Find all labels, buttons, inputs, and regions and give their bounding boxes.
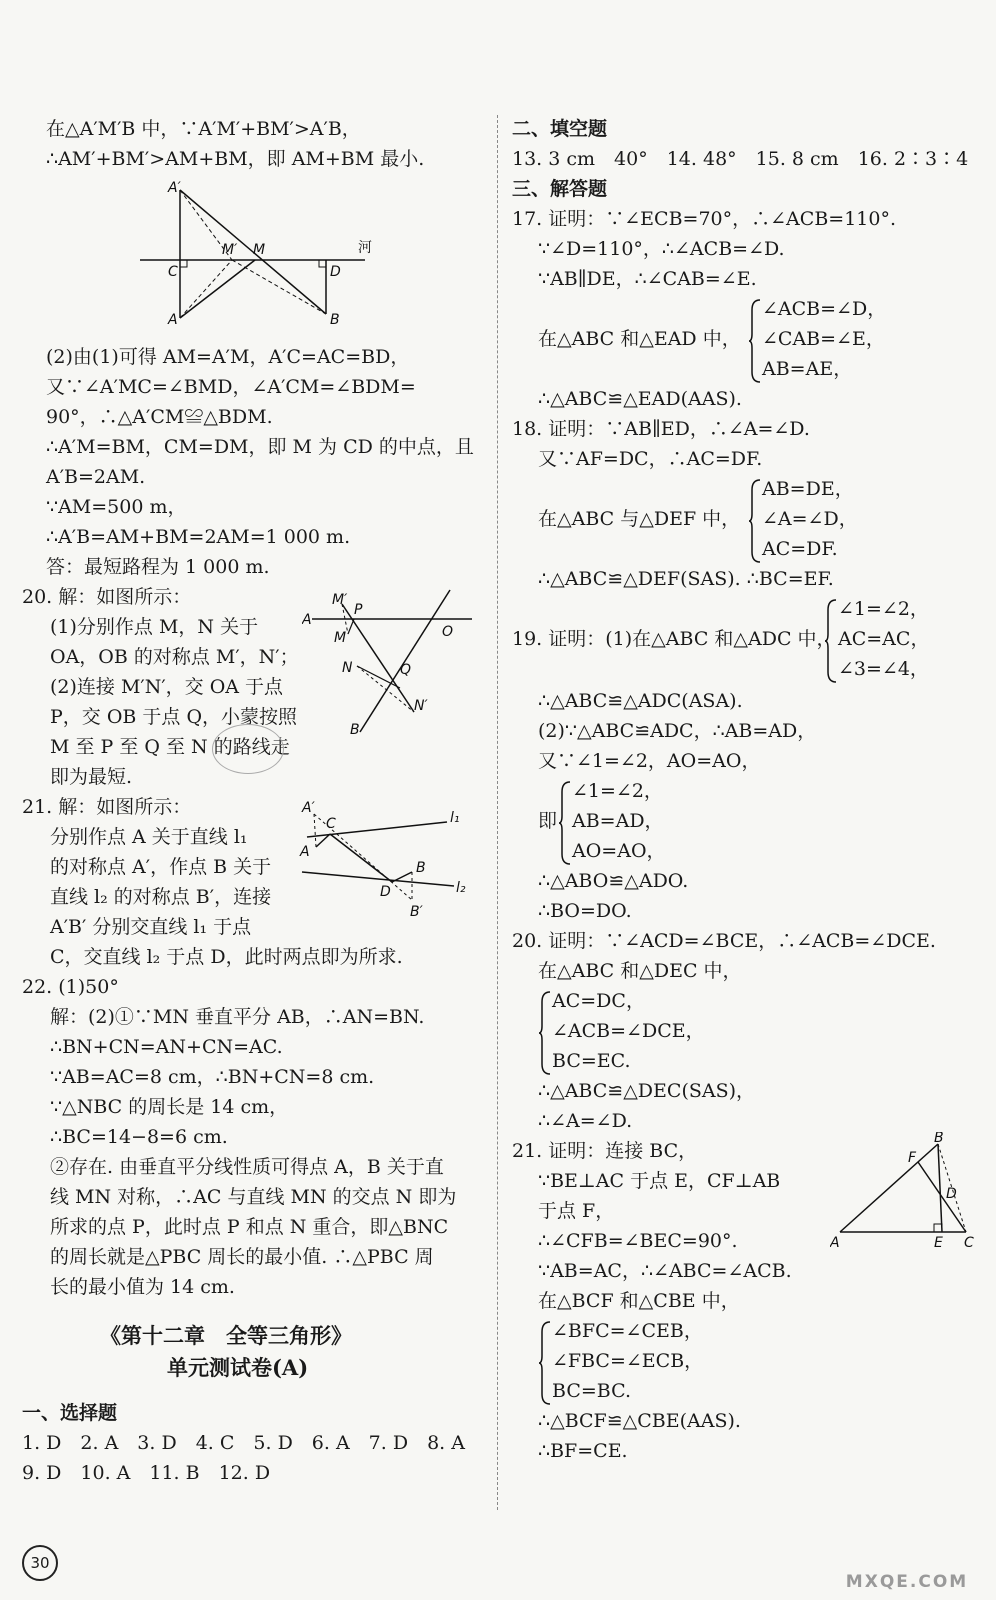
label-m: M	[253, 242, 266, 258]
text-line: 在△A′M′B 中，∵A′M′+BM′>A′B，	[46, 118, 361, 140]
choice-answers-row1: 1. D 2. A 3. D 4. C 5. D 6. A 7. D 8. A	[22, 1432, 465, 1454]
condition: ∠CAB=∠E，	[762, 328, 885, 350]
conclusion: ∴△ABC≌△DEF(SAS). ∴BC=EF.	[538, 568, 834, 590]
text-line: P，交 OB 于点 Q，小蒙按照	[50, 706, 298, 728]
condition: AB=DE，	[762, 478, 854, 500]
text-line: A′B=2AM.	[46, 466, 146, 488]
text-line: ∴BN+CN=AN+CN=AC.	[50, 1036, 283, 1058]
conclusion: ∴△ABO≌△ADO.	[538, 870, 689, 892]
brace	[748, 478, 762, 564]
label-d: D	[380, 884, 391, 900]
river-figure	[140, 178, 380, 328]
label-n-prime: N′	[414, 698, 428, 714]
conclusion: ∴△ABC≌△DEC(SAS)，	[538, 1080, 756, 1102]
text-line: ∵∠D=110°，∴∠ACB=∠D.	[538, 238, 785, 260]
conclusion: ∴BO=DO.	[538, 900, 632, 922]
text-line: ∵AB=AC=8 cm，∴BN+CN=8 cm.	[50, 1066, 375, 1088]
condition: ∠A=∠D，	[762, 508, 858, 530]
condition: ∠ACB=∠DCE，	[552, 1020, 705, 1042]
label-e: E	[934, 1235, 943, 1251]
text-line: 即为最短.	[50, 766, 133, 788]
condition: AO=AO，	[572, 840, 666, 862]
condition: ∠3=∠4，	[838, 658, 929, 680]
label-c: C	[964, 1235, 974, 1251]
text-line: 所求的点 P，此时点 P 和点 N 重合，即△BNC	[50, 1216, 449, 1238]
condition: AB=AE，	[762, 358, 853, 380]
text-line: (1)分别作点 M，N 关于	[50, 616, 259, 638]
text-line: ∵BE⊥AC 于点 E，CF⊥AB	[538, 1170, 781, 1192]
text-line: M 至 P 至 Q 至 N 的路线走	[50, 736, 290, 758]
condition: ∠BFC=∠CEB，	[552, 1320, 703, 1342]
question-19: 19. 证明：(1)在△ABC 和△ADC 中，	[512, 628, 836, 650]
text-line: ∴AM′+BM′>AM+BM，即 AM+BM 最小.	[46, 148, 425, 170]
text-line: OA，OB 的对称点 M′，N′；	[50, 646, 299, 668]
label-n: N	[342, 660, 353, 676]
text-line: 又∵AF=DC，∴AC=DF.	[538, 448, 763, 470]
label-a-prime: A′	[302, 800, 315, 816]
text-line: A′B′ 分别交直线 l₁ 于点	[50, 916, 252, 938]
label-b-prime: B′	[410, 904, 423, 920]
text-line: 又∵∠A′MC=∠BMD，∠A′CM=∠BDM=	[46, 376, 416, 398]
conclusion: ∴∠A=∠D.	[538, 1110, 633, 1132]
label-b: B	[330, 312, 340, 328]
text-line: 的周长就是△PBC 周长的最小值. ∴△PBC 周	[50, 1246, 434, 1268]
text-line: ∵AB∥DE，∴∠CAB=∠E.	[538, 268, 757, 290]
text-line: ∵AM=500 m，	[46, 496, 187, 518]
label-m-prime: M′	[222, 242, 238, 258]
text-line: C，交直线 l₂ 于点 D，此时两点即为所求.	[50, 946, 403, 968]
text-line: ∴A′B=AM+BM=2AM=1 000 m.	[46, 526, 351, 548]
text-line: 又∵∠1=∠2，AO=AO，	[538, 750, 761, 772]
column-divider	[497, 115, 498, 1510]
question-21-proof: 21. 证明：连接 BC，	[512, 1140, 698, 1162]
question-22: 22. (1)50°	[22, 976, 119, 998]
condition: ∠1=∠2，	[838, 598, 929, 620]
condition: AC=DC，	[552, 990, 645, 1012]
section-fill: 二、填空题	[512, 118, 608, 140]
conclusion: ∴△ABC≌△EAD(AAS).	[538, 388, 742, 410]
label-d: D	[330, 264, 341, 280]
text-line: 答：最短路程为 1 000 m.	[46, 556, 270, 578]
label-d: D	[946, 1186, 957, 1202]
condition: ∠FBC=∠ECB，	[552, 1350, 704, 1372]
condition: BC=BC.	[552, 1380, 631, 1402]
conclusion: ∴BF=CE.	[538, 1440, 628, 1462]
label-q: Q	[400, 662, 412, 678]
text-line: 直线 l₂ 的对称点 B′，连接	[50, 886, 272, 908]
brace	[538, 990, 552, 1076]
label-river: 河	[358, 240, 372, 256]
label-c: C	[168, 264, 178, 280]
fill-answers: 13. 3 cm 40° 14. 48° 15. 8 cm 16. 2∶3∶4	[512, 148, 969, 170]
text-line: 于点 F，	[538, 1200, 615, 1222]
text-line: ②存在. 由垂直平分线性质可得点 A，B 关于直	[50, 1156, 444, 1178]
text-line: (2)∵△ABC≌ADC，∴AB=AD，	[538, 720, 817, 742]
triangle-figure-q21	[830, 1132, 980, 1252]
page-number: 30	[22, 1545, 58, 1581]
brace	[748, 298, 762, 384]
label-l1: l₁	[450, 810, 460, 826]
condition: AB=AD，	[572, 810, 664, 832]
condition: ∠1=∠2，	[572, 780, 663, 802]
text-line: (2)由(1)可得 AM=A′M，A′C=AC=BD，	[46, 346, 410, 368]
chapter-title: 《第十二章 全等三角形》	[100, 1323, 352, 1348]
question-20-proof: 20. 证明：∵∠ACD=∠BCE，∴∠ACB=∠DCE.	[512, 930, 936, 952]
watermark-logo: MXQE.COM	[845, 1572, 969, 1592]
text-line: 分别作点 A 关于直线 l₁	[50, 826, 248, 848]
conclusion: ∴△BCF≌△CBE(AAS).	[538, 1410, 741, 1432]
text-line: 长的最小值为 14 cm.	[50, 1276, 235, 1298]
text-line: 解：(2)①∵MN 垂直平分 AB，∴AN=BN.	[50, 1006, 425, 1028]
text-line: ∵△NBC 的周长是 14 cm，	[50, 1096, 289, 1118]
lines-figure-q21	[292, 792, 472, 922]
label-a: A	[830, 1235, 840, 1251]
text-line: 的对称点 A′，作点 B 关于	[50, 856, 272, 878]
label-b: B	[350, 722, 360, 737]
text-line: 在△ABC 和△EAD 中，	[538, 328, 741, 350]
text-line: 即	[538, 810, 558, 832]
label-a: A	[300, 844, 310, 860]
faded-stamp	[212, 724, 284, 774]
section-solve: 三、解答题	[512, 178, 608, 200]
text-line: 在△ABC 与△DEF 中，	[538, 508, 741, 530]
text-line: ∴∠CFB=∠BEC=90°.	[538, 1230, 738, 1252]
label-b: B	[934, 1132, 944, 1146]
chapter-subtitle: 单元测试卷(A)	[167, 1355, 309, 1380]
text-line: 在△BCF 和△CBE 中，	[538, 1290, 740, 1312]
label-l2: l₂	[456, 880, 466, 896]
brace	[558, 780, 572, 866]
condition: ∠ACB=∠D，	[762, 298, 887, 320]
text-line: ∴BC=14−8=6 cm.	[50, 1126, 228, 1148]
question-17: 17. 证明：∵∠ECB=70°，∴∠ACB=110°.	[512, 208, 897, 230]
question-20: 20. 解：如图所示：	[22, 586, 192, 608]
conclusion: ∴△ABC≌△ADC(ASA).	[538, 690, 743, 712]
text-line: 线 MN 对称，∴AC 与直线 MN 的交点 N 即为	[50, 1186, 457, 1208]
label-m-prime: M′	[332, 592, 348, 608]
label-f: F	[908, 1150, 917, 1166]
text-line: (2)连接 M′N′，交 OA 于点	[50, 676, 284, 698]
condition: BC=EC.	[552, 1050, 631, 1072]
question-18: 18. 证明：∵AB∥ED，∴∠A=∠D.	[512, 418, 810, 440]
label-p: P	[354, 602, 363, 618]
label-a: A	[302, 612, 312, 628]
section-choice: 一、选择题	[22, 1402, 118, 1424]
text-line: 在△ABC 和△DEC 中，	[538, 960, 742, 982]
label-a-prime: A′	[168, 180, 181, 196]
label-o: O	[442, 624, 454, 640]
choice-answers-row2: 9. D 10. A 11. B 12. D	[22, 1462, 271, 1484]
label-c: C	[326, 816, 336, 832]
condition: AC=DF.	[762, 538, 838, 560]
text-line: ∵AB=AC，∴∠ABC=∠ACB.	[538, 1260, 792, 1282]
text-line: 90°，∴△A′CM≌△BDM.	[46, 406, 273, 428]
label-b: B	[416, 860, 426, 876]
brace	[824, 598, 838, 684]
label-m: M	[334, 630, 347, 646]
question-21: 21. 解：如图所示：	[22, 796, 192, 818]
text-line: ∴A′M=BM，CM=DM，即 M 为 CD 的中点，且	[46, 436, 474, 458]
condition: AC=AC，	[838, 628, 930, 650]
angle-figure-q20	[302, 582, 482, 737]
brace	[538, 1320, 552, 1406]
label-a: A	[168, 312, 178, 328]
